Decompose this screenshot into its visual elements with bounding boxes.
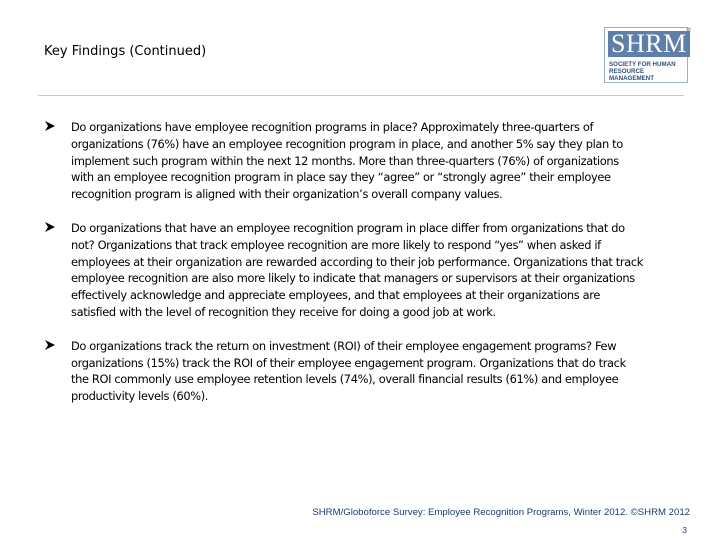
arrow-bullet-icon xyxy=(44,339,56,351)
page-number: 3 xyxy=(682,526,687,535)
finding-text: Do organizations have employee recognition programs in place? Approximately three-quarters of organizations (76%) have an employee recognition program in place, and another 5% say they plan to implement such program within the next 12 months. More than three-quarters (76%) of organizations with an employee recognition program in place say they “agree” or “strongly agree” their employee recognition program is aligned with their organization’s overall company values. xyxy=(71,120,623,202)
arrow-bullet-icon xyxy=(44,221,56,233)
page-title: Key Findings (Continued) xyxy=(44,44,207,59)
finding-text: Do organizations that have an employee recognition program in place differ from organizations that do not? Organizations that track employee recognition are more likely to respond “yes” when asked if employees at their organization are rewarded according to their job performance. Organizations that track employee recognition are also more likely to indicate that managers or supervisors at their organizations effectively acknowledge and appreciate employees, and that employees at their organizations are satisfied with the level of recognition they receive for doing a good job at work. xyxy=(71,220,643,319)
arrow-bullet-icon xyxy=(44,120,56,132)
logo-tagline-line1: SOCIETY FOR HUMAN xyxy=(609,61,676,68)
shrm-logo xyxy=(604,27,691,83)
source-citation: SHRM/Globoforce Survey: Employee Recognition Programs, Winter 2012. ©SHRM 2012 xyxy=(312,507,690,518)
finding-text: Do organizations track the return on investment (ROI) of their employee engagement programs? Few organizations (15%) track the ROI of their employee engagement program. Organizations that do track the ROI commonly use employee retention levels (74%), overall financial results (61%) and employee productivity levels (60%). xyxy=(71,338,626,404)
finding-item xyxy=(44,338,644,405)
logo-registered-mark: ® xyxy=(686,28,691,34)
logo-wordmark: SHRM xyxy=(608,31,690,57)
logo-tagline-line2: RESOURCE MANAGEMENT xyxy=(609,68,655,82)
finding-item xyxy=(44,220,644,321)
logo-tagline xyxy=(609,61,687,82)
header-divider xyxy=(38,95,684,96)
logo-frame xyxy=(604,27,691,83)
finding-item xyxy=(44,119,644,203)
findings-list xyxy=(44,119,644,422)
